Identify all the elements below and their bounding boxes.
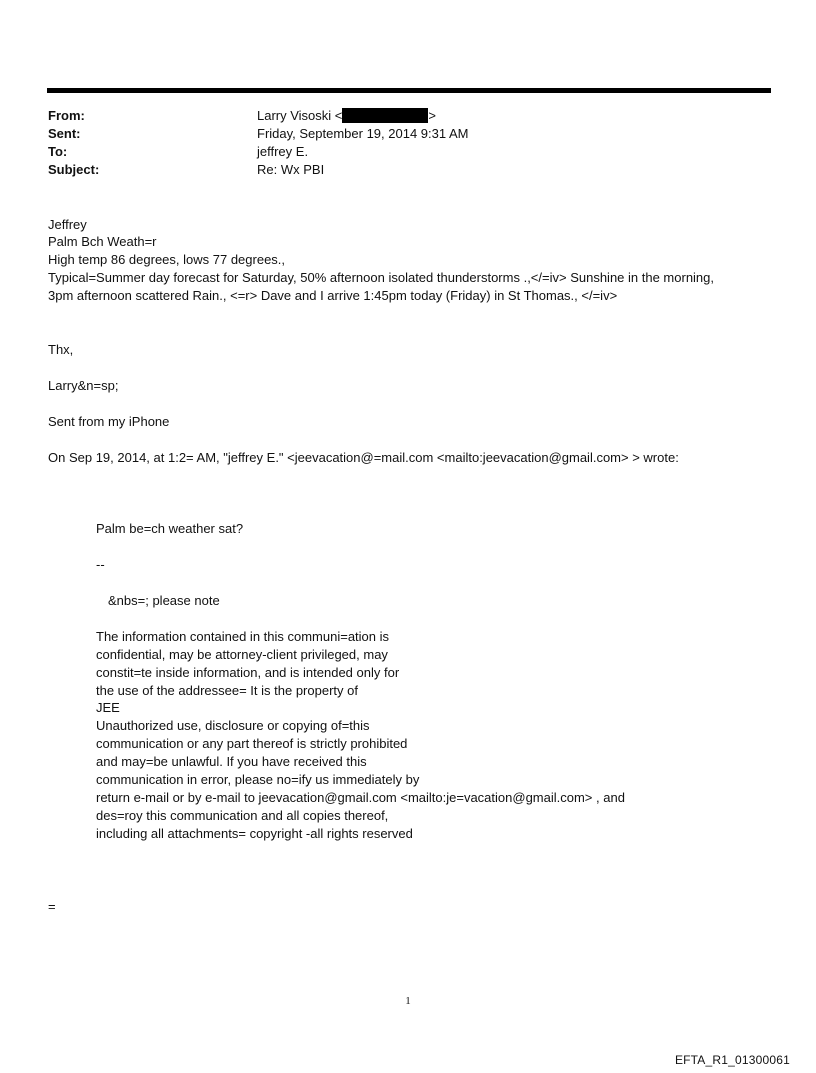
sent-value: Friday, September 19, 2014 9:31 AM: [257, 126, 469, 141]
disclaimer-line: communication in error, please no=ify us immediately by: [96, 772, 420, 787]
quoted-note: &nbs=; please note: [108, 593, 220, 608]
from-close: >: [428, 108, 436, 123]
disclaimer-line: return e-mail or by e-mail to jeevacation@gmail.com <mailto:je=vacation@gmail.com> , and: [96, 790, 625, 805]
quoted-dashes: --: [96, 557, 105, 572]
disclaimer-line: constit=te inside information, and is intended only for: [96, 665, 400, 680]
trailing-equals: =: [48, 899, 56, 914]
quoted-question: Palm be=ch weather sat?: [96, 521, 244, 536]
page-number: 1: [405, 995, 411, 1007]
disclaimer-line: JEE: [96, 700, 120, 715]
redaction-block: [342, 108, 428, 123]
document-id: EFTA_R1_01300061: [674, 1053, 790, 1067]
quote-intro: On Sep 19, 2014, at 1:2= AM, "jeffrey E." <jeevacation@=mail.com <mailto:jeevacation@gmail.com> > wrote:: [48, 450, 679, 465]
subject-value: Re: Wx PBI: [257, 162, 325, 177]
disclaimer-line: The information contained in this communi=ation is: [96, 629, 390, 644]
to-value: jeffrey E.: [257, 144, 309, 159]
header-rule: [47, 88, 771, 93]
disclaimer-line: including all attachments= copyright -all rights reserved: [96, 826, 413, 841]
body-line: 3pm afternoon scattered Rain., <=r> Dave and I arrive 1:45pm today (Friday) in St Thomas., </=iv>: [48, 288, 618, 303]
body-line: Jeffrey: [48, 217, 87, 232]
disclaimer-line: and may=be unlawful. If you have received this: [96, 754, 367, 769]
sent-from-line: Sent from my iPhone: [48, 414, 170, 429]
subject-label: Subject:: [48, 162, 100, 177]
thanks-line: Thx,: [48, 342, 74, 357]
sent-label: Sent:: [48, 126, 81, 141]
disclaimer-line: des=roy this communication and all copies thereof,: [96, 808, 389, 823]
from-label: From:: [48, 108, 85, 123]
disclaimer-line: communication or any part thereof is strictly prohibited: [96, 736, 408, 751]
body-line: High temp 86 degrees, lows 77 degrees.,: [48, 252, 286, 267]
from-value: [257, 107, 436, 125]
from-name: Larry Visoski <: [257, 108, 343, 123]
disclaimer-line: confidential, may be attorney-client privileged, may: [96, 647, 388, 662]
body-line: Typical=Summer day forecast for Saturday, 50% afternoon isolated thunderstorms .,</=iv> Sunshine in the morning,: [48, 270, 715, 285]
signoff-line: Larry&n=sp;: [48, 378, 119, 393]
disclaimer-line: Unauthorized use, disclosure or copying of=this: [96, 718, 370, 733]
disclaimer-line: the use of the addressee= It is the property of: [96, 683, 358, 698]
to-label: To:: [48, 144, 68, 159]
body-line: Palm Bch Weath=r: [48, 234, 157, 249]
